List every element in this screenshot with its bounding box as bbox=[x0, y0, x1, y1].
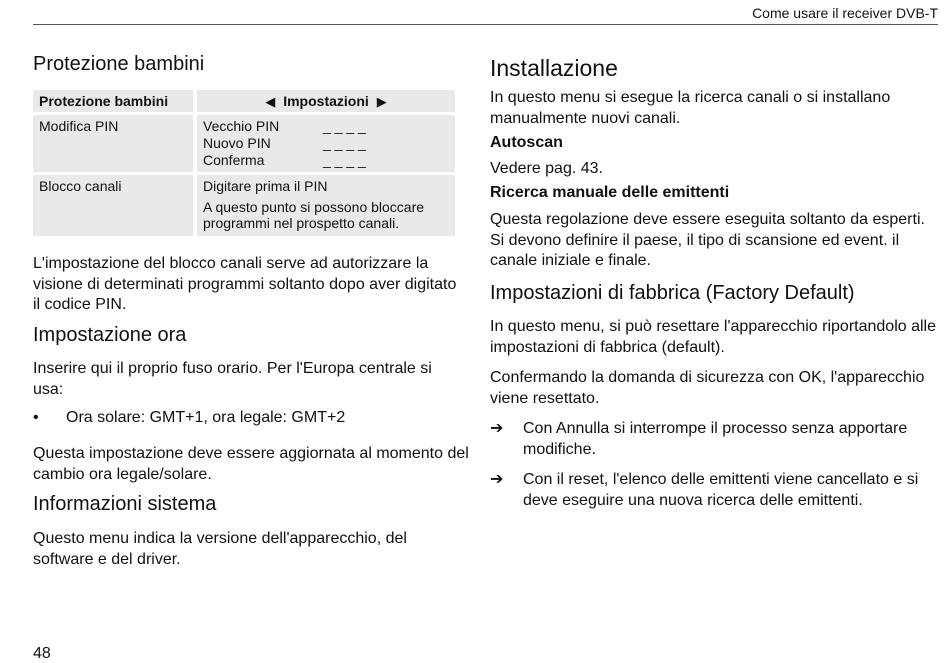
page-number: 48 bbox=[33, 645, 51, 662]
table-header-left: Protezione bambini bbox=[33, 90, 193, 112]
paragraph-factory-reset: In questo menu, si può resettare l'apparecchio riportandolo alle impostazioni di fabbrica (default). bbox=[490, 318, 936, 356]
table-row-label: Modifica PIN bbox=[33, 115, 193, 172]
section-title-child-protection: Protezione bambini bbox=[33, 53, 205, 75]
paragraph-installation-intro: In questo menu si esegue la ricerca canali o si installano manualmente nuovi canali. bbox=[490, 89, 891, 127]
bullet-icon: • bbox=[33, 409, 39, 426]
section-title-time: Impostazione ora bbox=[33, 324, 187, 346]
list-item bbox=[490, 419, 940, 460]
table-header-row bbox=[33, 90, 455, 112]
arrow-right-icon: ➔ bbox=[490, 420, 504, 437]
pin-field-value: _ _ _ _ bbox=[323, 118, 366, 134]
channel-lock-line1: Digitare prima il PIN bbox=[203, 178, 328, 194]
table-header-right-label: Impostazioni bbox=[283, 93, 369, 109]
paragraph-time-update: Questa impostazione deve essere aggiornata al momento del cambio ora legale/solare. bbox=[33, 445, 469, 483]
pin-table bbox=[33, 90, 455, 239]
paragraph-manual-search: Questa regolazione deve essere eseguita soltanto da esperti. Si devono definire il paese, il tipo di scansione ed event. il canale iniziale e finale. bbox=[490, 211, 925, 269]
paragraph-channel-lock: L'impostazione del blocco canali serve ad autorizzare la visione di determinati programmi soltanto dopo aver digitato il codice PIN. bbox=[33, 255, 457, 313]
list-item bbox=[490, 470, 940, 511]
section-title-system-info: Informazioni sistema bbox=[33, 493, 217, 515]
pin-field-label: Vecchio PIN bbox=[203, 118, 280, 134]
subheading-manual-search: Ricerca manuale delle emittenti bbox=[490, 184, 730, 201]
paragraph-factory-confirm: Confermando la domanda di sicurezza con OK, l'apparecchio viene resettato. bbox=[490, 369, 925, 407]
channel-lock-line2: A questo punto si possono bloccare programmi nel prospetto canali. bbox=[203, 199, 425, 231]
paragraph-autoscan: Vedere pag. 43. bbox=[490, 160, 603, 177]
right-triangle-icon: ▶ bbox=[376, 94, 387, 109]
section-title-factory-default: Impostazioni di fabbrica (Factory Default) bbox=[490, 282, 855, 304]
pin-field-value: _ _ _ _ bbox=[323, 152, 366, 168]
left-triangle-icon: ◀ bbox=[265, 94, 276, 109]
paragraph-time-zone: Inserire qui il proprio fuso orario. Per l'Europa centrale si usa: bbox=[33, 360, 432, 398]
subheading-autoscan: Autoscan bbox=[490, 134, 563, 151]
pin-field-value: _ _ _ _ bbox=[323, 135, 366, 151]
pin-field-old bbox=[203, 118, 449, 135]
list-item-text: Con Annulla si interrompe il processo senza apportare modifiche. bbox=[523, 420, 908, 458]
pin-field-confirm bbox=[203, 152, 449, 169]
pin-field-label: Nuovo PIN bbox=[203, 135, 271, 151]
paragraph-system-info: Questo menu indica la versione dell'apparecchio, del software e del driver. bbox=[33, 530, 407, 568]
bullet-item: Ora solare: GMT+1, ora legale: GMT+2 bbox=[66, 409, 346, 426]
pin-field-new bbox=[203, 135, 449, 152]
table-row bbox=[33, 115, 455, 172]
pin-fields bbox=[197, 115, 455, 172]
running-header: Come usare il receiver DVB-T bbox=[752, 5, 938, 21]
table-row-label: Blocco canali bbox=[33, 175, 193, 236]
section-title-installation: Installazione bbox=[490, 55, 618, 81]
table-row bbox=[33, 175, 455, 236]
header-divider bbox=[33, 24, 938, 25]
table-header-right bbox=[197, 90, 455, 112]
list-item-text: Con il reset, l'elenco delle emittenti viene cancellato e si deve eseguire una nuova ricerca delle emittenti. bbox=[523, 471, 919, 509]
pin-field-label: Conferma bbox=[203, 152, 265, 168]
arrow-right-icon: ➔ bbox=[490, 471, 504, 488]
channel-lock-description bbox=[197, 175, 455, 236]
